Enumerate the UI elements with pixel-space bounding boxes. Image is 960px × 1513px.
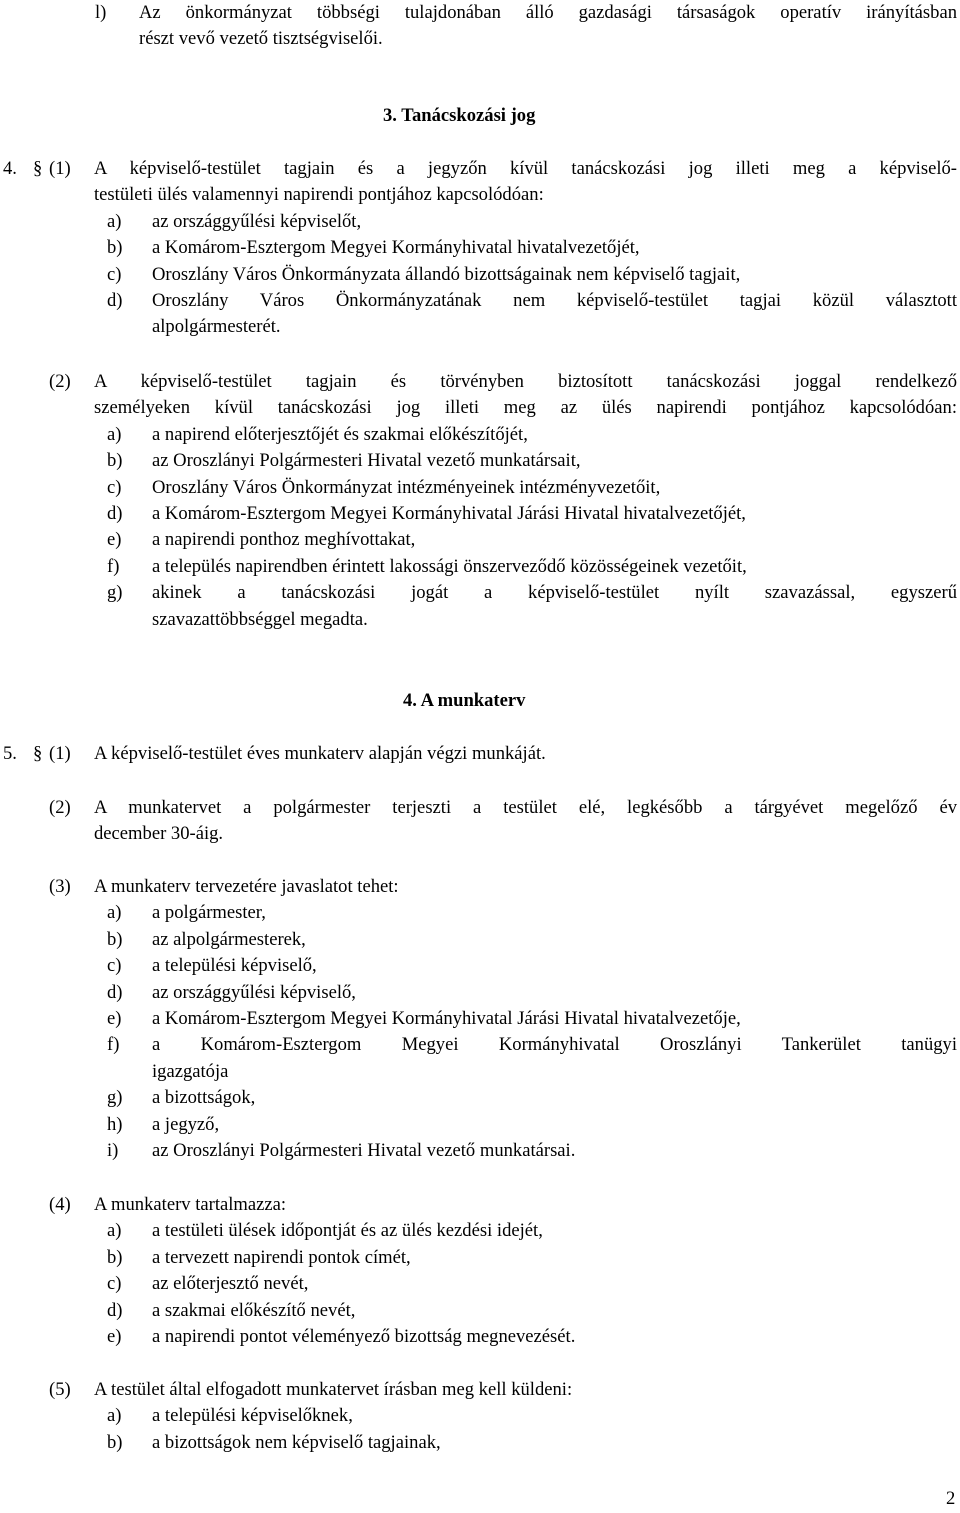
list-item-continuation: igazgatója xyxy=(152,1060,229,1082)
list-item: a) a napirend előterjesztőjét és szakmai előkészítőjét, xyxy=(107,423,528,445)
list-item: g) akinek a tanácskozási jogát a képviselő-testület nyílt szavazással, egyszerű xyxy=(107,582,957,604)
sub1-line2: testületi ülés valamennyi napirendi pontjához kapcsolódóan: xyxy=(94,184,544,206)
list-item: d) az országgyűlési képviselő, xyxy=(107,981,356,1003)
paragraph-5-sub3 xyxy=(0,874,960,1164)
sub2-label: (2) xyxy=(49,371,71,392)
sub1-label: (1) xyxy=(49,743,71,764)
list-item-continuation: alpolgármesterét. xyxy=(152,316,281,338)
sub2-line1: A munkatervet a polgármester terjeszti a testület elé, legkésőbb a tárgyévet megelőző év xyxy=(94,797,957,818)
section-sign: § xyxy=(33,158,43,179)
list-item: a) a települési képviselőknek, xyxy=(107,1405,353,1427)
paragraph-5-number: 5. xyxy=(3,743,17,764)
sub2-label: (2) xyxy=(49,797,71,818)
paragraph-4-sub1 xyxy=(0,156,960,341)
list-item: c) a települési képviselő, xyxy=(107,955,317,977)
sub2-line2: személyeken kívül tanácskozási jog illeti meg az ülés napirendi pontjához kapcsolódóan: xyxy=(94,397,957,419)
paragraph-5-sub2 xyxy=(0,795,960,848)
list-item: c) Oroszlány Város Önkormányzat intézményeinek intézményvezetőit, xyxy=(107,476,661,498)
list-item: b) az alpolgármesterek, xyxy=(107,928,306,950)
sub1-text: A képviselő-testület éves munkaterv alapján végzi munkáját. xyxy=(94,743,546,764)
sub2-line1: A képviselő-testület tagjain és törvényben biztosított tanácskozási joggal rendelkező xyxy=(94,371,957,392)
sub3-intro: A munkaterv tervezetére javaslatot tehet: xyxy=(94,876,399,897)
paragraph-5-sub4 xyxy=(0,1192,960,1350)
page-number: 2 xyxy=(946,1488,956,1509)
list-item: a) a polgármester, xyxy=(107,902,266,924)
list-item: d) Oroszlány Város Önkormányzatának nem képviselő-testület tagjai közül választott xyxy=(107,289,957,311)
list-item-continuation: szavazattöbbséggel megadta. xyxy=(152,608,368,630)
list-item: b) a tervezett napirendi pontok címét, xyxy=(107,1246,411,1268)
list-item: i) az Oroszlányi Polgármesteri Hivatal vezető munkatársai. xyxy=(107,1139,576,1161)
sub1-label: (1) xyxy=(49,158,71,179)
list-item: f) a település napirendben érintett lakossági önszerveződő közösségeinek vezetőit, xyxy=(107,555,747,577)
item-l-line1: Az önkormányzat többségi tulajdonában álló gazdasági társaságok operatív irányításban xyxy=(139,2,957,23)
sub4-intro: A munkaterv tartalmazza: xyxy=(94,1194,287,1215)
list-item: b) az Oroszlányi Polgármesteri Hivatal vezető munkatársait, xyxy=(107,450,581,472)
list-item: a) a testületi ülések időpontját és az ülés kezdési idejét, xyxy=(107,1220,543,1242)
paragraph-5-sub5 xyxy=(0,1377,960,1456)
section-3-heading: 3. Tanácskozási jog xyxy=(383,105,536,126)
list-item: g) a bizottságok, xyxy=(107,1087,256,1109)
sub5-label: (5) xyxy=(49,1379,71,1400)
item-l-label: l) xyxy=(95,2,107,23)
list-item: d) a Komárom-Esztergom Megyei Kormányhivatal Járási Hivatal hivatalvezetőjét, xyxy=(107,502,746,524)
list-item: f) a Komárom-Esztergom Megyei Kormányhivatal Oroszlányi Tankerület tanügyi xyxy=(107,1034,957,1056)
sub5-intro: A testület által elfogadott munkatervet írásban meg kell küldeni: xyxy=(94,1379,573,1400)
paragraph-5-sub1 xyxy=(0,741,960,767)
paragraph-4-number: 4. xyxy=(3,158,17,179)
sub2-line2: december 30-áig. xyxy=(94,823,224,845)
list-item: e) a Komárom-Esztergom Megyei Kormányhivatal Járási Hivatal hivatalvezetője, xyxy=(107,1007,741,1029)
sub4-label: (4) xyxy=(49,1194,71,1215)
list-item: e) a napirendi ponthoz meghívottakat, xyxy=(107,529,416,551)
list-item: b) a bizottságok nem képviselő tagjainak, xyxy=(107,1431,441,1453)
list-item: c) az előterjesztő nevét, xyxy=(107,1273,309,1295)
section-sign: § xyxy=(33,743,43,764)
list-item: e) a napirendi pontot véleményező bizottság megnevezését. xyxy=(107,1325,576,1347)
list-item: a) az országgyűlési képviselőt, xyxy=(107,210,362,232)
item-l-line2: részt vevő vezető tisztségviselői. xyxy=(139,28,383,50)
sub1-line1: A képviselő-testület tagjain és a jegyzőn kívül tanácskozási jog illeti meg a képviselő- xyxy=(94,158,957,179)
list-item: c) Oroszlány Város Önkormányzata állandó bizottságainak nem képviselő tagjait, xyxy=(107,263,741,285)
list-item: h) a jegyző, xyxy=(107,1113,220,1135)
paragraph-4-sub2 xyxy=(0,369,960,633)
list-item: b) a Komárom-Esztergom Megyei Kormányhivatal hivatalvezetőjét, xyxy=(107,237,640,259)
item-l xyxy=(0,0,960,53)
list-item: d) a szakmai előkészítő nevét, xyxy=(107,1299,356,1321)
section-4-heading: 4. A munkaterv xyxy=(403,690,526,711)
sub3-label: (3) xyxy=(49,876,71,897)
